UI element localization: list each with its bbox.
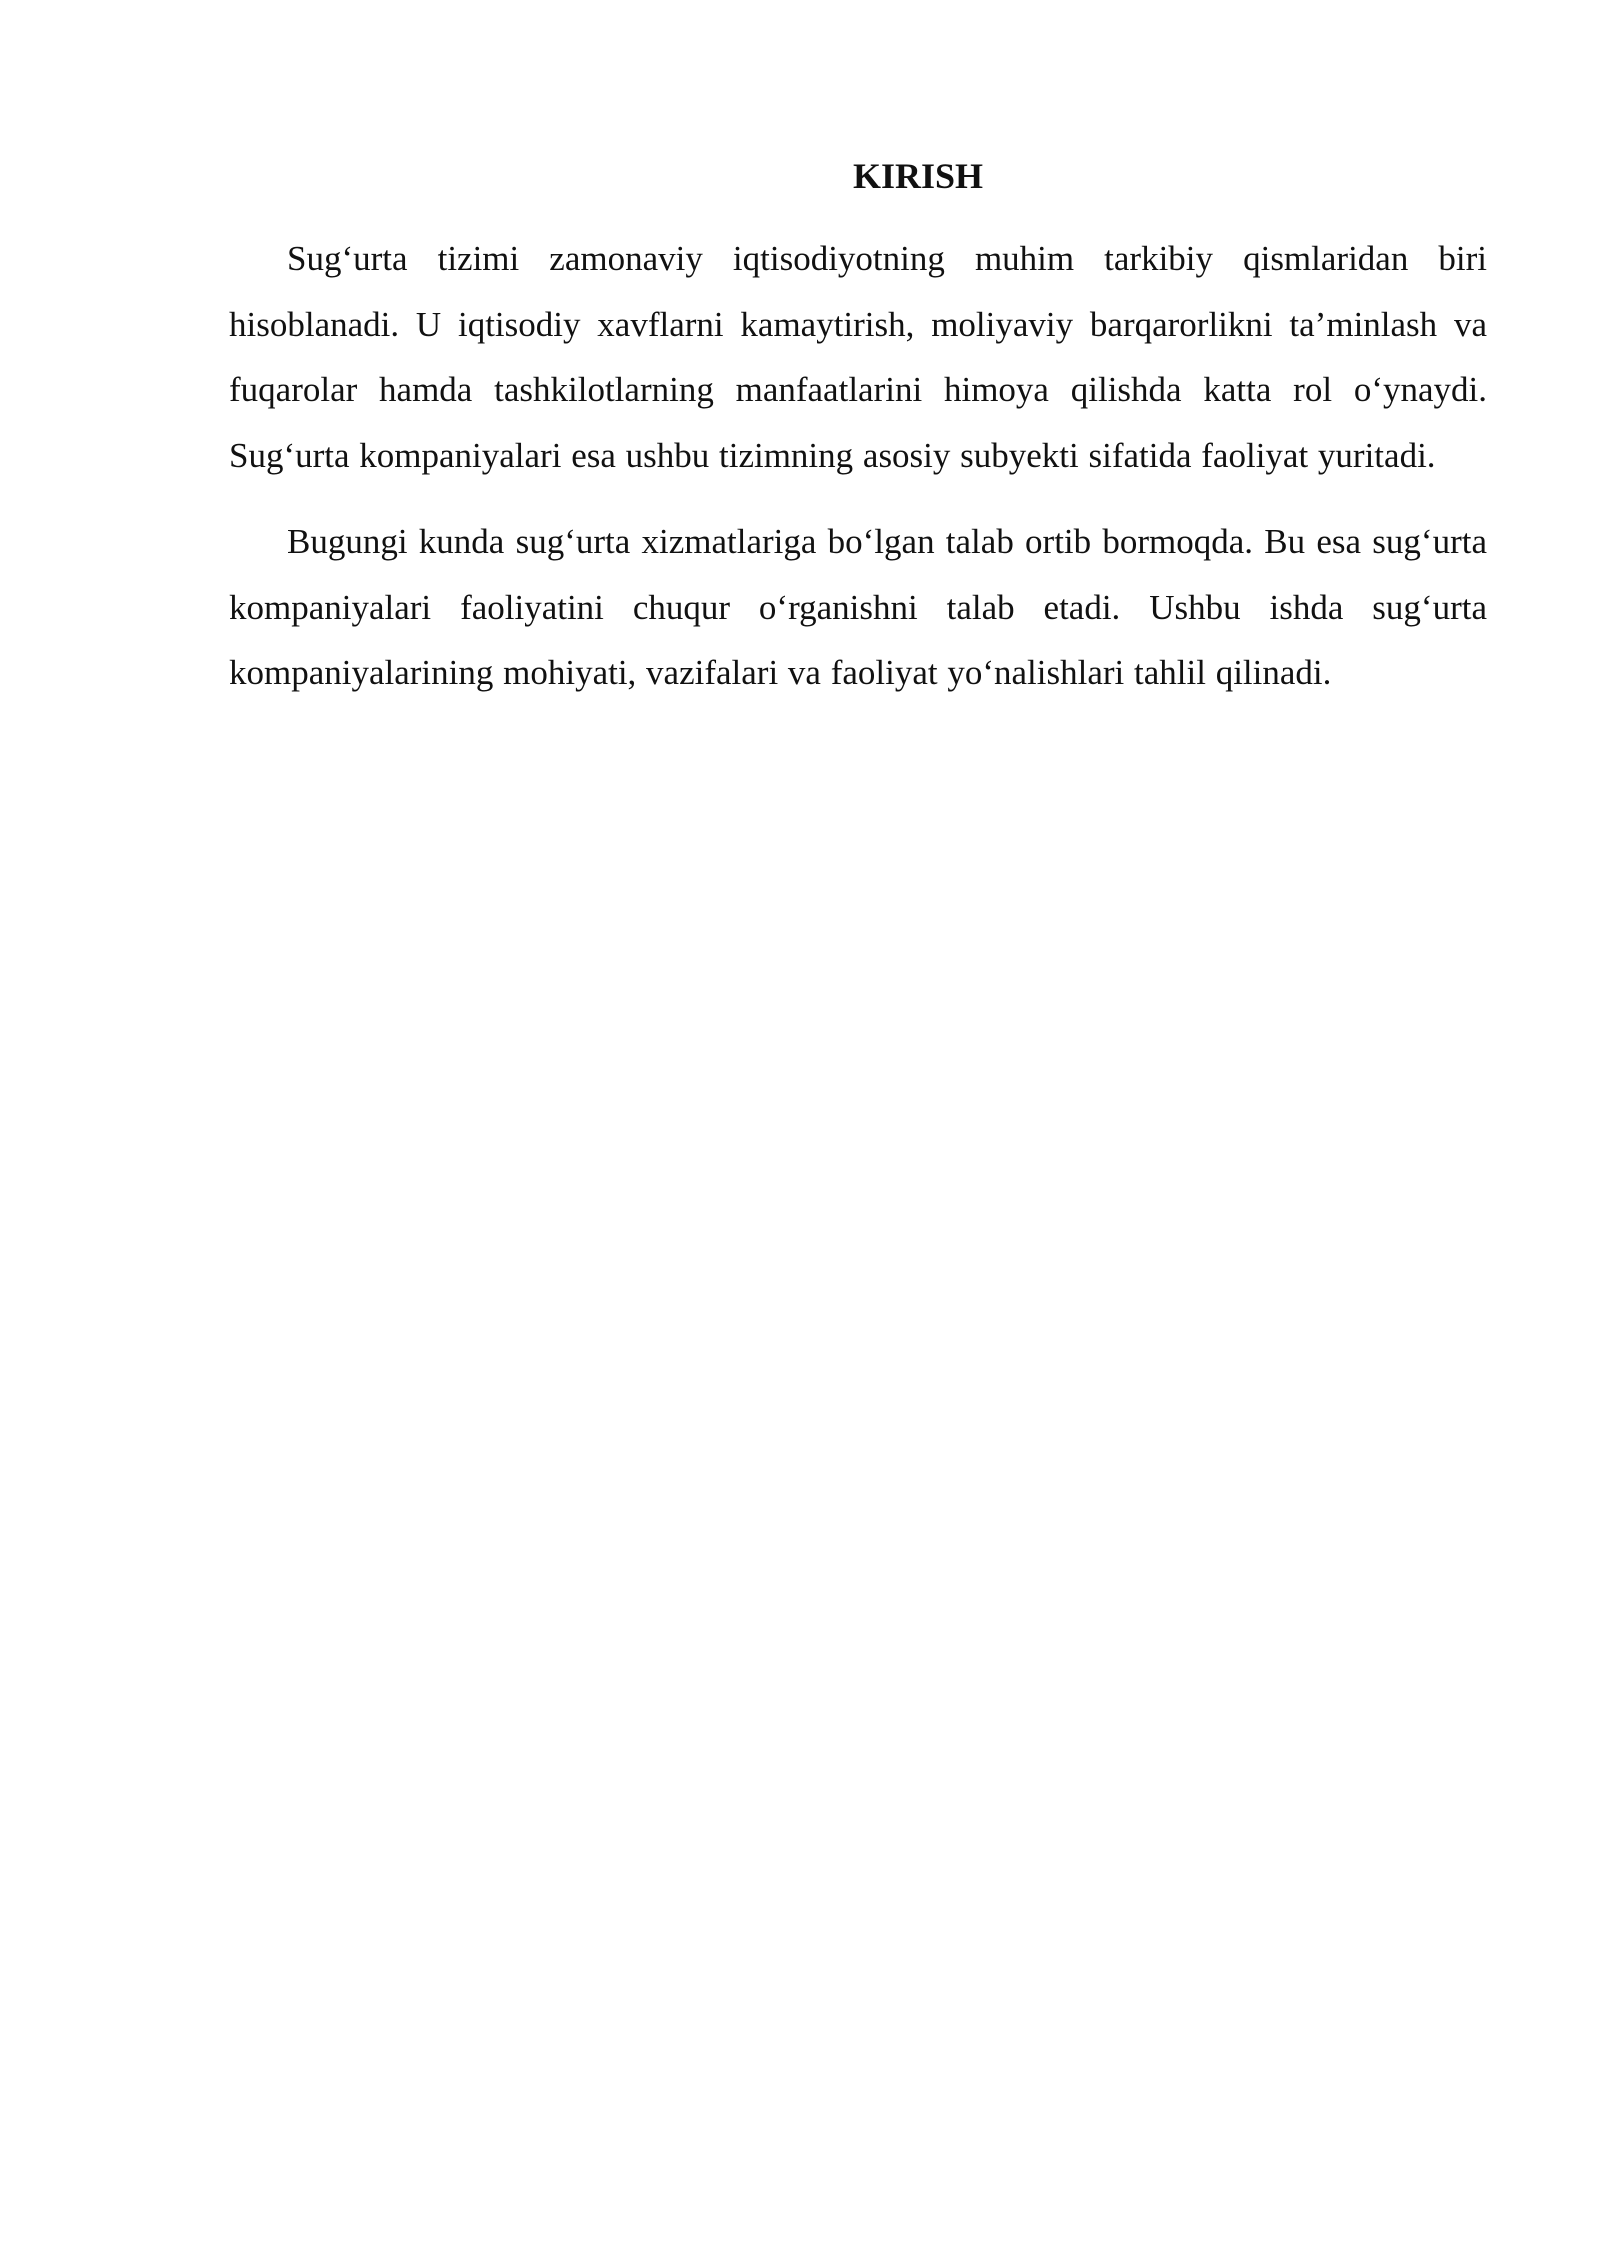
paragraph-1: Sug‘urta tizimi zamonaviy iqtisodiyotning muhim tarkibiy qismlaridan biri hisoblanadi. U iqtisodiy xavflarni kamaytirish, moliyaviy barqarorlikni ta’minlash va fuqarolar hamda tashkilotlarning manfaatlarini himoya qilishda katta rol o‘ynaydi. Sug‘urta kompaniyalari esa ushbu tizimning asosiy subyekti sifatida faoliyat yuritadi. xyxy=(229,239,1487,475)
document-body xyxy=(229,148,1487,727)
paragraph-2: Bugungi kunda sug‘urta xizmatlariga bo‘lgan talab ortib bormoqda. Bu esa sug‘urta kompaniyalari faoliyatini chuqur o‘rganishni talab etadi. Ushbu ishda sug‘urta kompaniyalarining mohiyati, vazifalari va faoliyat yo‘nalishlari tahlil qilinadi. xyxy=(229,522,1487,692)
section-heading: KIRISH xyxy=(852,156,984,196)
